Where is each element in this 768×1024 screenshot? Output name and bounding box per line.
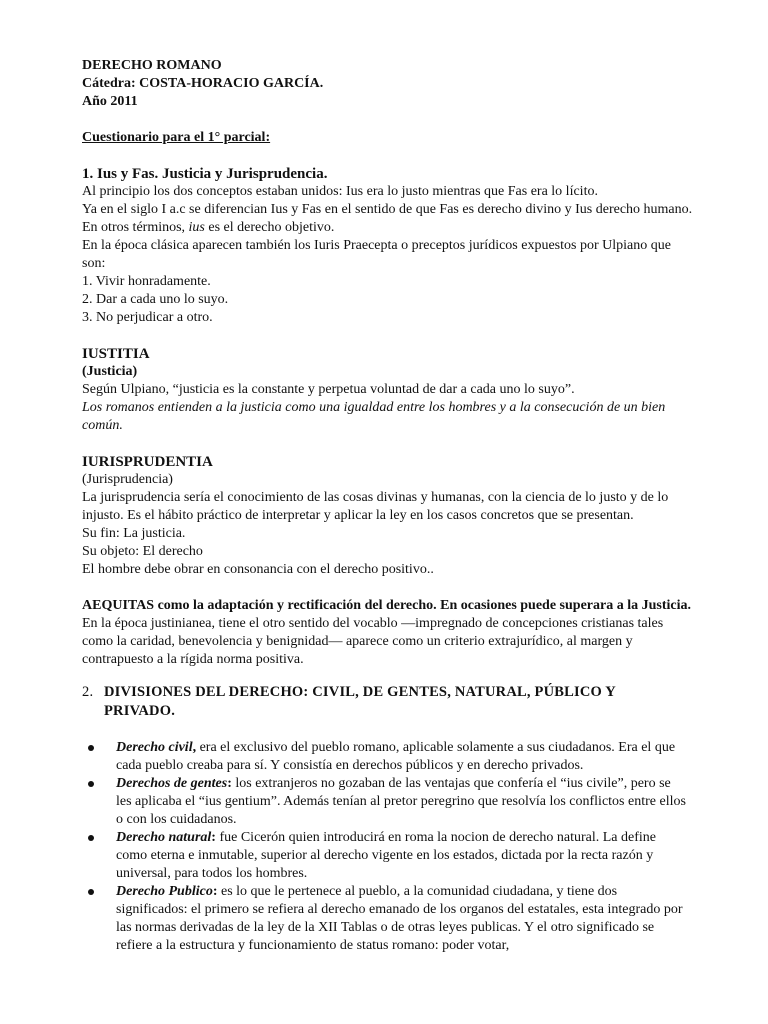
aequitas-heading: AEQUITAS como la adaptación y rectificación del derecho. En ocasiones puede superara a la Justicia. (82, 598, 691, 613)
section-1-paragraph-2 (82, 201, 694, 237)
bullet-icon (82, 775, 116, 829)
iurisprudentia-subheading: (Jurisprudencia) (82, 472, 173, 487)
list-item (82, 739, 694, 775)
text-run: es el derecho objetivo. (204, 220, 335, 235)
section-2-heading (82, 683, 694, 721)
bullet-icon (82, 829, 116, 883)
section-number: 2. (82, 684, 94, 700)
questionnaire-title: Cuestionario para el 1° parcial: (82, 130, 271, 145)
iustitia-heading: IUSTITIA (82, 346, 150, 362)
list-item-text (116, 883, 688, 955)
bullet-term: Derecho Publico (116, 884, 213, 899)
list-item (82, 829, 694, 883)
list-item-text (116, 829, 688, 883)
list-item (82, 775, 694, 829)
bullet-text: era el exclusivo del pueblo romano, aplicable solamente a sus ciudadanos. Era el que cada pueblo creaba para sí. Y consistía en derechos públicos y en derecho privados. (116, 740, 676, 773)
iurisprudentia-line: El hombre debe obrar en consonancia con el derecho positivo.. (82, 562, 434, 577)
iustitia-paragraph: Según Ulpiano, “justicia es la constante y perpetua voluntad de dar a cada uno lo suyo”. (82, 382, 575, 397)
iurisprudentia-heading: IURISPRUDENTIA (82, 454, 213, 470)
divisions-list (82, 739, 694, 955)
term-separator: : (227, 776, 232, 791)
chair-line: Cátedra: COSTA-HORACIO GARCÍA. (82, 76, 324, 91)
bullet-icon (82, 883, 116, 955)
iustitia-italic-paragraph: Los romanos entienden a la justicia como una igualdad entre los hombres y a la consecución de un bien común. (82, 400, 666, 433)
bullet-text: es lo que le pertenece al pueblo, a la comunidad ciudadana, y tiene dos significados: el primero se refiera al derecho emanado de los organos del estatales, esta integrado por las normas derivadas de la ley de la XII Tablas o de otras leyes publicas. Y el otro significado se refiere a la estructura y funcionamiento de status romano: poder votar, (116, 884, 683, 953)
term-separator: : (211, 830, 216, 845)
iurisprudentia-paragraph: La jurisprudencia sería el conocimiento de las cosas divinas y humanas, con la ciencia de lo justo y de lo injusto. Es el hábito práctico de interpretar y aplicar la ley en los casos concretos que se presentan. (82, 490, 669, 523)
section-1-heading: 1. Ius y Fas. Justicia y Jurisprudencia. (82, 166, 328, 182)
bullet-text: fue Cicerón quien introducirá en roma la nocion de derecho natural. La define como eterna e inmutable, superior al derecho vigente en los estados, dictada por la recta razón y universal, para todos los hombres. (116, 830, 657, 881)
italic-term: ius (188, 220, 205, 235)
list-item (82, 883, 694, 955)
aequitas-paragraph: En la época justinianea, tiene el otro sentido del vocablo —impregnado de concepciones cristianas tales como la caridad, benevolencia y benignidad— aparece como un criterio extrajurídico, al margen y contrapuesto a la rígida norma positiva. (82, 616, 664, 667)
document-body (82, 57, 694, 955)
bullet-text: los extranjeros no gozaban de las ventajas que confería el “ius civile”, pero se les aplicaba el “ius gentium”. Además tenían al pretor peregrino que resolvía los conflictos entre ellos o con los cuidadanos. (116, 776, 686, 827)
section-2-title: DIVISIONES DEL DERECHO: CIVIL, DE GENTES, NATURAL, PÚBLICO Y PRIVADO. (104, 684, 616, 719)
section-1-paragraph-1: Al principio los dos conceptos estaban unidos: Ius era lo justo mientras que Fas era lo lícito. (82, 184, 598, 199)
precept-item: 2. Dar a cada uno lo suyo. (82, 292, 229, 307)
term-separator: , (192, 740, 197, 755)
bullet-term: Derecho civil (116, 740, 193, 755)
iurisprudentia-line: Su objeto: El derecho (82, 544, 203, 559)
list-item-text (116, 775, 688, 829)
bullet-term: Derecho natural (116, 830, 212, 845)
bullet-term: Derechos de gentes (116, 776, 228, 791)
iurisprudentia-line: Su fin: La justicia. (82, 526, 186, 541)
term-separator: : (212, 884, 218, 899)
list-item-text (116, 739, 688, 775)
text-run: Ya en el siglo I a.c se diferencian Ius y Fas en el sentido de que Fas es derecho divino y Ius derecho humano. En otros términos, (82, 202, 693, 235)
year-line: Año 2011 (82, 94, 138, 109)
course-title: DERECHO ROMANO (82, 58, 222, 73)
section-1-paragraph-3: En la época clásica aparecen también los Iuris Praecepta o preceptos jurídicos expuestos por Ulpiano que son: (82, 238, 671, 271)
iustitia-subheading: (Justicia) (82, 364, 138, 379)
precept-item: 3. No perjudicar a otro. (82, 310, 213, 325)
precept-item: 1. Vivir honradamente. (82, 274, 211, 289)
bullet-icon (82, 739, 116, 775)
